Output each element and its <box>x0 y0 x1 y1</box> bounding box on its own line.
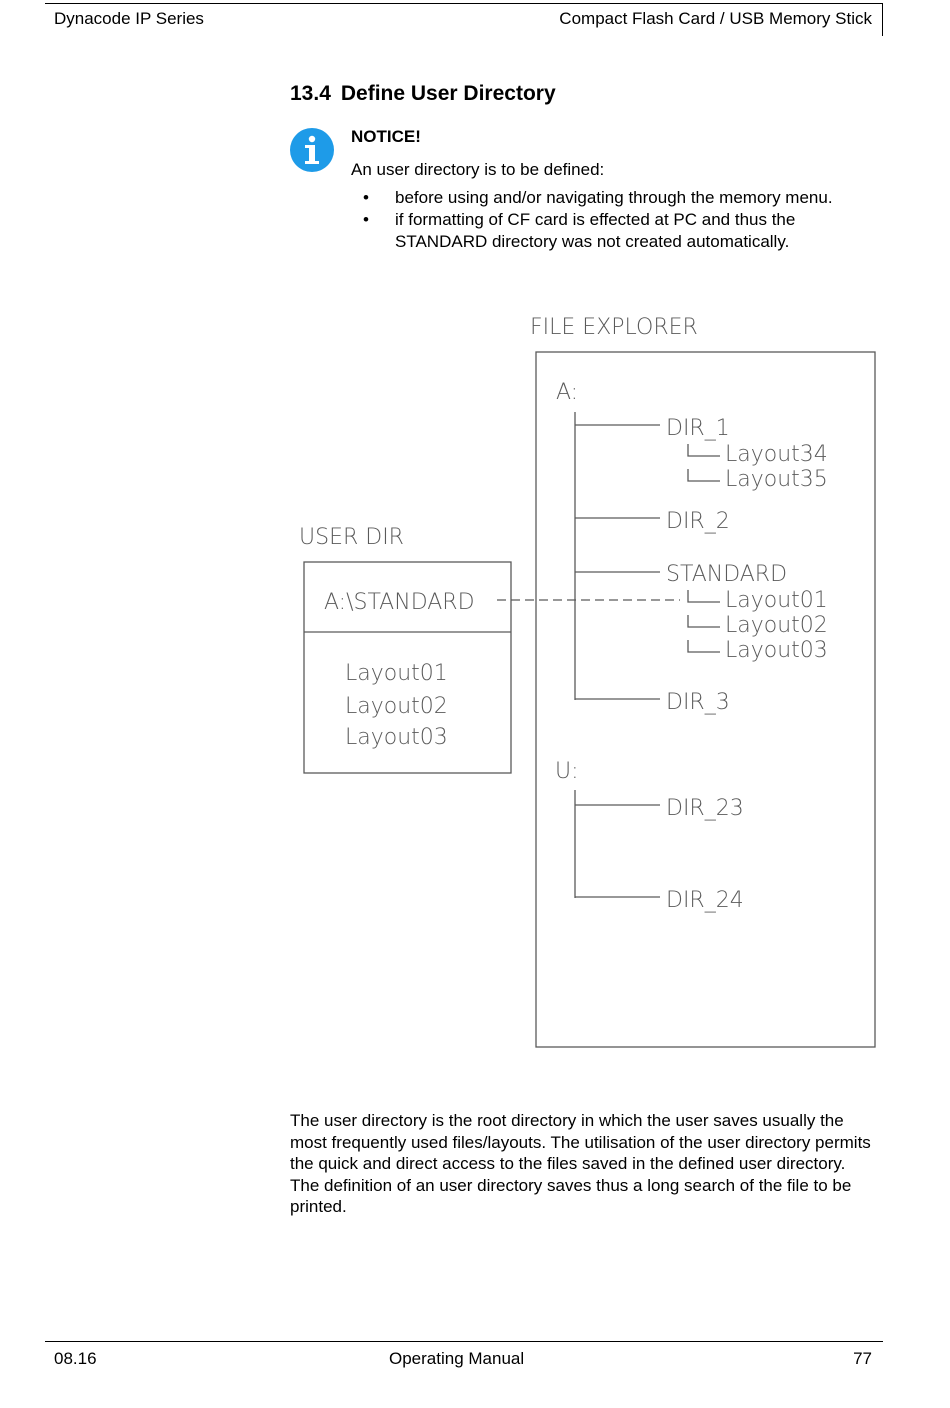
header-right: Compact Flash Card / USB Memory Stick <box>559 9 872 28</box>
page-number: 77 <box>853 1349 872 1368</box>
dir-2-label: DIR_2 <box>666 509 730 534</box>
file-connector <box>688 615 720 627</box>
footer-rule <box>45 1341 883 1342</box>
header-rule <box>45 3 883 4</box>
section-title-text: Define User Directory <box>340 82 556 105</box>
notice-text: An user directory is to be defined: <box>351 160 605 179</box>
user-dir-path: A:\STANDARD <box>324 590 475 615</box>
file-connector <box>688 444 720 456</box>
file-connector <box>688 640 720 652</box>
dir-23-label: DIR_23 <box>666 796 744 821</box>
dir-24-label: DIR_24 <box>666 888 744 913</box>
info-icon <box>290 128 334 172</box>
list-item-text: before using and/or navigating through the memory menu. <box>395 188 833 207</box>
user-dir-title: USER DIR <box>299 525 404 550</box>
bullet-icon: • <box>363 210 369 229</box>
standard-file: Layout02 <box>725 613 828 638</box>
bullet-icon: • <box>363 188 369 207</box>
list-item <box>351 209 891 253</box>
user-dir-file: Layout03 <box>345 725 448 750</box>
dir-1-file: Layout34 <box>725 442 828 467</box>
list-item <box>351 187 891 209</box>
body-paragraph: The user directory is the root directory in which the user saves usually the most frequently used files/layouts. The utilisation of the user directory permits the quick and direct access to the files saved in the defined user directory. The definition of an user directory saves thus a long search of the file to be printed. <box>290 1111 871 1216</box>
dir-3-label: DIR_3 <box>666 690 730 715</box>
header-left: Dynacode IP Series <box>54 9 204 28</box>
file-connector <box>688 590 720 602</box>
dir-1-label: DIR_1 <box>666 416 730 441</box>
file-explorer-title: FILE EXPLORER <box>530 315 698 340</box>
footer-title: Operating Manual <box>389 1349 525 1368</box>
header-corner-rule <box>882 3 883 36</box>
standard-file: Layout03 <box>725 638 828 663</box>
standard-label: STANDARD <box>666 562 788 587</box>
standard-file: Layout01 <box>725 588 828 613</box>
user-dir-file: Layout01 <box>345 661 448 686</box>
section-title <box>290 82 556 106</box>
drive-a-label: A: <box>556 380 579 405</box>
list-item-text: if formatting of CF card is effected at PC and thus the STANDARD directory was not created automatically. <box>395 210 796 251</box>
file-connector <box>688 469 720 481</box>
notice-title: NOTICE! <box>351 127 421 146</box>
drive-u-label: U: <box>555 759 579 784</box>
file-explorer-box <box>536 352 875 1047</box>
user-dir-box <box>304 562 511 773</box>
user-dir-file: Layout02 <box>345 694 448 719</box>
section-number: 13.4 <box>290 82 331 105</box>
footer-date: 08.16 <box>54 1349 97 1368</box>
dir-1-file: Layout35 <box>725 467 828 492</box>
notice-bullet-list <box>351 187 891 253</box>
